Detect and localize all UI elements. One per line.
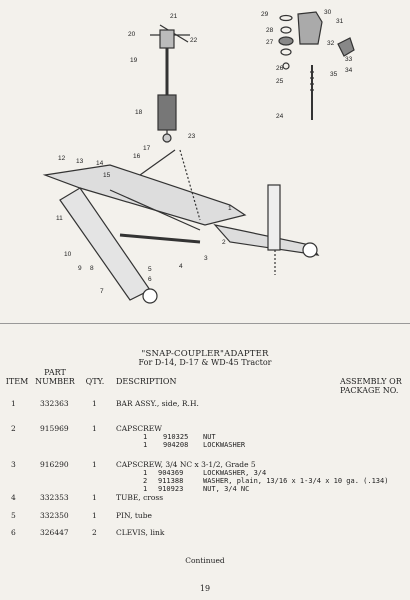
row-2-sub-2-qty: 1 xyxy=(143,441,148,449)
callout-17: 17 xyxy=(143,145,151,152)
callout-22: 22 xyxy=(190,37,198,44)
row-4-qty: 1 xyxy=(92,493,97,502)
callout-28: 28 xyxy=(266,27,274,34)
row-6-item: 6 xyxy=(11,528,16,537)
callout-11: 11 xyxy=(56,215,63,222)
row-2-sub-2-desc: LOCKWASHER xyxy=(203,441,246,449)
row-3-desc: CAPSCREW, 3/4 NC x 3-1/2, Grade 5 xyxy=(116,460,256,469)
row-4-desc: TUBE, cross xyxy=(116,493,164,502)
callout-34: 34 xyxy=(345,67,353,74)
continued-note: Continued xyxy=(185,556,225,565)
callout-25: 25 xyxy=(276,78,284,85)
callout-26: 26 xyxy=(276,65,284,72)
row-2-desc: CAPSCREW xyxy=(116,424,162,433)
row-6-part: 326447 xyxy=(40,528,69,537)
callout-19: 19 xyxy=(130,57,138,64)
callout-23: 23 xyxy=(188,133,196,140)
callout-14: 14 xyxy=(96,160,104,167)
callout-7: 7 xyxy=(100,288,104,295)
row-2-part: 915969 xyxy=(40,424,69,433)
callout-16: 16 xyxy=(133,153,141,160)
row-2-qty: 1 xyxy=(92,424,97,433)
callout-2: 2 xyxy=(222,239,226,246)
callout-35: 35 xyxy=(330,71,338,78)
callout-29: 29 xyxy=(261,11,269,18)
header-qty: QTY. xyxy=(85,377,105,386)
callout-21: 21 xyxy=(170,13,178,20)
row-2-sub-1-qty: 1 xyxy=(143,433,148,441)
row-3-part: 916290 xyxy=(40,460,69,469)
row-5-qty: 1 xyxy=(92,511,97,520)
callout-20: 20 xyxy=(128,31,136,38)
callout-6: 6 xyxy=(148,276,152,283)
row-5-part: 332350 xyxy=(40,511,69,520)
row-3-sub-3-desc: NUT, 3/4 NC xyxy=(203,485,250,493)
row-4-part: 332353 xyxy=(40,493,69,502)
row-3-sub-3-qty: 1 xyxy=(143,485,148,493)
callout-8: 8 xyxy=(90,265,94,272)
row-5-item: 5 xyxy=(11,511,16,520)
callout-33: 33 xyxy=(345,56,353,63)
row-3-sub-1-part: 904369 xyxy=(158,469,184,477)
callout-24: 24 xyxy=(276,113,284,120)
row-2-sub-1-desc: NUT xyxy=(203,433,216,441)
row-3-sub-1-desc: LOCKWASHER, 3/4 xyxy=(203,469,267,477)
header-assembly: ASSEMBLY OR PACKAGE NO. xyxy=(340,377,402,395)
row-3-sub-3-part: 910923 xyxy=(158,485,184,493)
section-divider xyxy=(0,323,410,324)
row-3-qty: 1 xyxy=(92,460,97,469)
header-part-number: PART NUMBER xyxy=(35,368,75,386)
header-description: DESCRIPTION xyxy=(116,377,177,386)
callout-9: 9 xyxy=(78,265,82,272)
row-3-sub-2-part: 911388 xyxy=(158,477,184,485)
row-3-item: 3 xyxy=(11,460,16,469)
callout-1: 1 xyxy=(228,205,232,212)
list-title: "SNAP-COUPLER"ADAPTER xyxy=(141,349,269,359)
row-2-sub-1-part: 910325 xyxy=(163,433,189,441)
row-2-item: 2 xyxy=(11,424,16,433)
callout-27: 27 xyxy=(266,39,274,46)
callout-30: 30 xyxy=(324,9,332,16)
callout-4: 4 xyxy=(179,263,183,270)
row-3-sub-2-desc: WASHER, plain, 13/16 x 1-3/4 x 10 ga. (.134) xyxy=(203,477,389,485)
callout-10: 10 xyxy=(64,251,72,258)
callout-32: 32 xyxy=(327,40,335,47)
row-1-desc: BAR ASSY., side, R.H. xyxy=(116,399,199,408)
row-5-desc: PIN, tube xyxy=(116,511,152,520)
list-subtitle: For D-14, D-17 & WD-45 Tractor xyxy=(138,358,272,367)
row-1-qty: 1 xyxy=(92,399,97,408)
row-3-sub-1-qty: 1 xyxy=(143,469,148,477)
row-4-item: 4 xyxy=(11,493,16,502)
callout-12: 12 xyxy=(58,155,66,162)
row-1-part: 332363 xyxy=(40,399,69,408)
callout-18: 18 xyxy=(135,109,143,116)
callout-31: 31 xyxy=(336,18,344,25)
callout-13: 13 xyxy=(76,158,84,165)
callout-5: 5 xyxy=(148,266,152,273)
row-6-qty: 2 xyxy=(92,528,97,537)
row-1-item: 1 xyxy=(11,399,16,408)
callout-3: 3 xyxy=(204,255,208,262)
row-3-sub-2-qty: 2 xyxy=(143,477,148,485)
row-6-desc: CLEVIS, link xyxy=(116,528,165,537)
row-2-sub-2-part: 904208 xyxy=(163,441,189,449)
callout-15: 15 xyxy=(103,172,111,179)
header-item: ITEM xyxy=(5,377,29,386)
page-number: 19 xyxy=(199,584,211,593)
